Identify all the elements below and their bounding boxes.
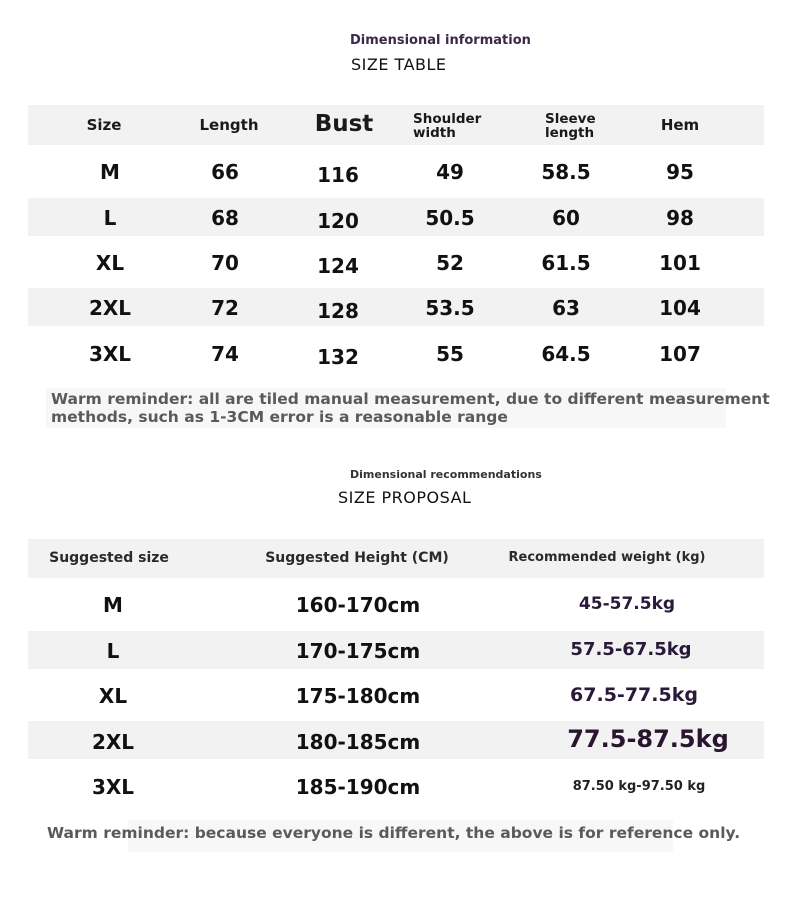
cell-bust: 132 bbox=[317, 345, 359, 369]
cell-bust: 120 bbox=[317, 209, 359, 233]
size-table-row-band bbox=[28, 288, 764, 326]
cell-sleeve: 58.5 bbox=[541, 160, 591, 184]
col-header-hem: Hem bbox=[660, 116, 700, 134]
cell-weight: 57.5-67.5kg bbox=[570, 639, 692, 660]
col-header-bust: Bust bbox=[314, 111, 374, 137]
col-header-sleeve-length: Sleeve length bbox=[545, 111, 596, 141]
col-header-size: Size bbox=[86, 116, 122, 134]
size-table-title: SIZE TABLE bbox=[351, 55, 447, 74]
cell-size: M bbox=[100, 160, 120, 184]
col-header-suggested-size: Suggested size bbox=[49, 550, 169, 566]
cell-size: XL bbox=[98, 684, 128, 708]
cell-hem: 101 bbox=[659, 251, 701, 275]
cell-shoulder: 49 bbox=[436, 160, 464, 184]
cell-bust: 128 bbox=[317, 299, 359, 323]
cell-bust: 124 bbox=[317, 254, 359, 278]
cell-size: M bbox=[103, 593, 123, 617]
cell-weight: 45-57.5kg bbox=[578, 594, 676, 614]
cell-size: L bbox=[106, 639, 120, 663]
cell-height: 180-185cm bbox=[295, 730, 421, 754]
size-table-reminder: Warm reminder: all are tiled manual measurement, due to different measurement methods, such as 1-3CM error is a reasonable range bbox=[51, 390, 770, 426]
size-proposal-subtitle: Dimensional recommendations bbox=[350, 468, 542, 481]
cell-length: 68 bbox=[211, 206, 239, 230]
cell-weight: 77.5-87.5kg bbox=[567, 725, 729, 753]
col-header-recommended-weight: Recommended weight (kg) bbox=[508, 550, 706, 565]
size-table-subtitle: Dimensional information bbox=[350, 33, 531, 48]
cell-size: 3XL bbox=[88, 342, 132, 366]
cell-bust: 116 bbox=[317, 163, 359, 187]
cell-length: 70 bbox=[211, 251, 239, 275]
col-header-shoulder-width: Shoulder width bbox=[413, 111, 482, 141]
cell-length: 72 bbox=[211, 296, 239, 320]
cell-hem: 104 bbox=[659, 296, 701, 320]
size-table-header-band bbox=[28, 105, 764, 145]
cell-weight: 87.50 kg-97.50 kg bbox=[572, 779, 706, 794]
col-header-suggested-height: Suggested Height (CM) bbox=[265, 550, 449, 566]
cell-sleeve: 60 bbox=[552, 206, 580, 230]
cell-size: 2XL bbox=[91, 730, 135, 754]
cell-shoulder: 52 bbox=[436, 251, 464, 275]
cell-sleeve: 61.5 bbox=[541, 251, 591, 275]
cell-size: XL bbox=[95, 251, 125, 275]
cell-hem: 98 bbox=[666, 206, 694, 230]
cell-length: 74 bbox=[211, 342, 239, 366]
cell-weight: 67.5-77.5kg bbox=[570, 684, 698, 706]
cell-height: 175-180cm bbox=[295, 684, 421, 708]
cell-height: 170-175cm bbox=[295, 639, 421, 663]
cell-sleeve: 63 bbox=[552, 296, 580, 320]
cell-shoulder: 55 bbox=[436, 342, 464, 366]
cell-size: 2XL bbox=[88, 296, 132, 320]
col-header-length: Length bbox=[199, 116, 259, 134]
cell-shoulder: 50.5 bbox=[425, 206, 475, 230]
size-proposal-reminder: Warm reminder: because everyone is different, the above is for reference only. bbox=[47, 824, 741, 842]
cell-sleeve: 64.5 bbox=[541, 342, 591, 366]
size-table-row-band bbox=[28, 198, 764, 236]
cell-height: 185-190cm bbox=[295, 775, 421, 799]
cell-size: L bbox=[103, 206, 117, 230]
cell-hem: 107 bbox=[659, 342, 701, 366]
cell-height: 160-170cm bbox=[295, 593, 421, 617]
cell-shoulder: 53.5 bbox=[425, 296, 475, 320]
cell-length: 66 bbox=[211, 160, 239, 184]
cell-size: 3XL bbox=[91, 775, 135, 799]
cell-hem: 95 bbox=[666, 160, 694, 184]
size-proposal-title: SIZE PROPOSAL bbox=[338, 488, 472, 507]
